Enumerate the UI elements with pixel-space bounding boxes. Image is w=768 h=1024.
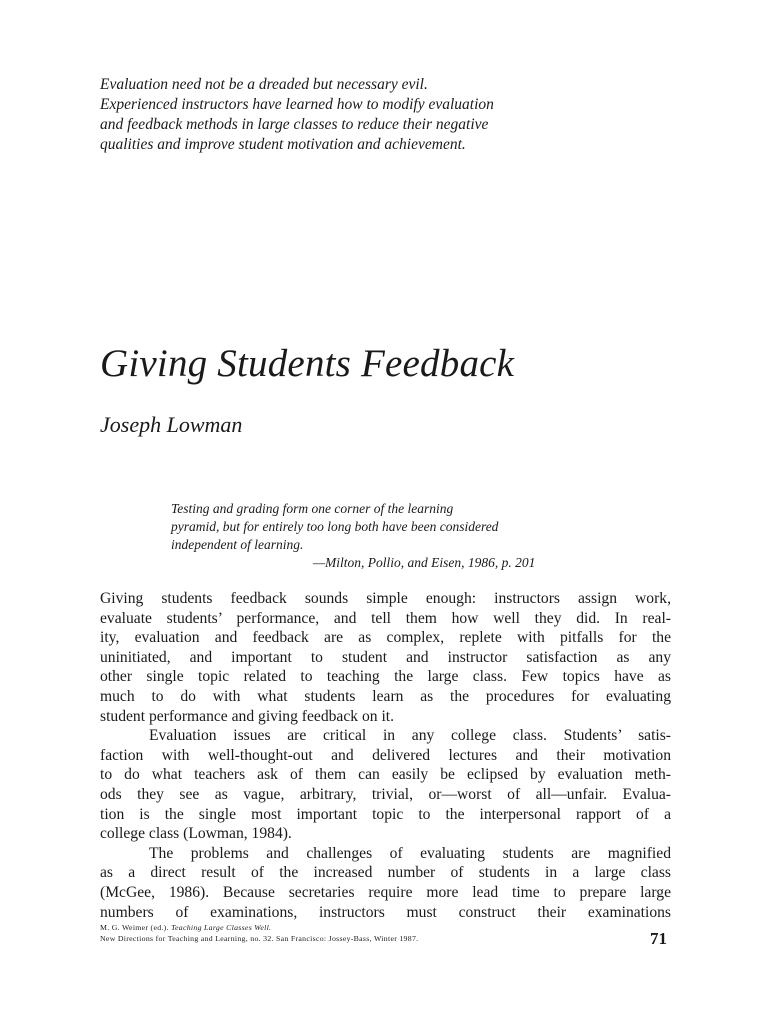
footer-book-title: Teaching Large Classes Well.	[171, 923, 272, 932]
abstract-line: and feedback methods in large classes to reduce their negative	[100, 116, 489, 133]
abstract-line: Experienced instructors have learned how to modify evaluation	[100, 96, 494, 113]
body-line: tion is the single most important topic to the interpersonal rapport of a	[100, 805, 671, 823]
body-line: (McGee, 1986). Because secretaries require more lead time to prepare large	[100, 883, 671, 901]
epigraph-citation: —Milton, Pollio, and Eisen, 1986, p. 201	[313, 555, 536, 570]
body-line: evaluate students’ performance, and tell them how well they did. In real-	[100, 609, 671, 627]
body-line: much to do with what students learn as the procedures for evaluating	[100, 687, 671, 705]
footer-editor: M. G. Weimer (ed.).	[100, 923, 172, 932]
epigraph-line: pyramid, but for entirely too long both have been considered	[171, 519, 499, 534]
body-line: as a direct result of the increased number of students in a large class	[100, 864, 671, 882]
body-line: student performance and giving feedback on it.	[100, 707, 395, 725]
chapter-title: Giving Students Feedback	[100, 342, 515, 385]
abstract-line: Evaluation need not be a dreaded but necessary evil.	[100, 76, 428, 93]
body-line: faction with well-thought-out and delivered lectures and their motivation	[100, 746, 671, 764]
body-text	[100, 589, 671, 922]
page-footer	[100, 922, 671, 944]
body-line: uninitiated, and important to student and instructor satisfaction as any	[100, 648, 671, 666]
abstract	[100, 75, 620, 155]
body-line: The problems and challenges of evaluating students are magnified	[149, 844, 671, 862]
body-line: other single topic related to teaching the large class. Few topics have as	[100, 668, 671, 686]
body-line: ods they see as vague, arbitrary, trivial, or—worst of all—unfair. Evalua-	[100, 785, 671, 803]
body-line: Evaluation issues are critical in any college class. Students’ satis-	[149, 727, 671, 745]
body-line: numbers of examinations, instructors must construct their examinations	[100, 903, 671, 921]
page-number: 71	[650, 929, 667, 948]
body-line: college class (Lowman, 1984).	[100, 825, 292, 843]
abstract-line: qualities and improve student motivation and achievement.	[100, 136, 466, 153]
footer-series-line: New Directions for Teaching and Learning, no. 32. San Francisco: Jossey-Bass, Winter 1987.	[100, 934, 419, 943]
body-line: ity, evaluation and feedback are as complex, replete with pitfalls for the	[100, 629, 671, 647]
footer-citation-line	[100, 922, 671, 933]
epigraph	[171, 500, 601, 572]
body-line: Giving students feedback sounds simple enough: instructors assign work,	[100, 590, 671, 607]
chapter-author: Joseph Lowman	[100, 412, 243, 437]
epigraph-line: Testing and grading form one corner of the learning	[171, 501, 454, 516]
epigraph-line: independent of learning.	[171, 537, 304, 552]
body-line: to do what teachers ask of them can easily be eclipsed by evaluation meth-	[100, 766, 671, 784]
